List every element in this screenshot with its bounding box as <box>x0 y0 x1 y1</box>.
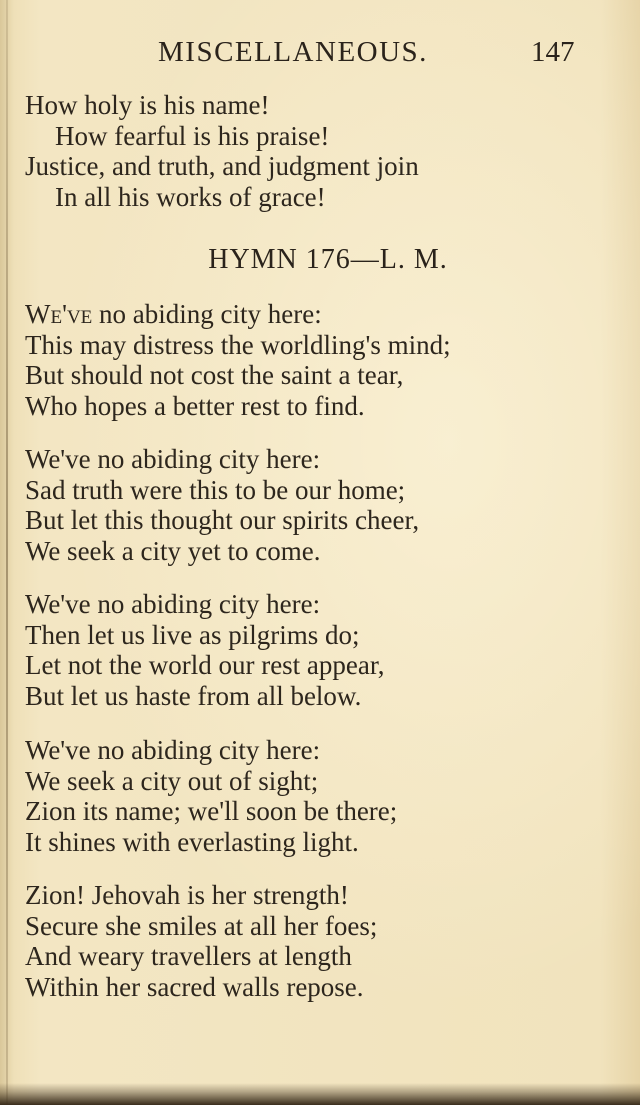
verse-line: Secure she smiles at all her foes; <box>25 910 378 941</box>
page-number: 147 <box>531 36 575 68</box>
verse-line: Let not the world our rest appear, <box>25 650 385 681</box>
stanza-2 <box>25 444 625 566</box>
running-header <box>0 30 640 74</box>
verse-line: We've no abiding city here: <box>25 735 321 765</box>
verse-line: Zion! Jehovah is her strength! <box>25 880 349 910</box>
verse-line: We've no abiding city here: <box>25 444 321 474</box>
stanza-1 <box>25 299 625 421</box>
opening-word: We've <box>25 299 93 329</box>
stanza-3 <box>25 589 625 711</box>
page-bottom-edge <box>0 1083 640 1105</box>
verse-line: And weary travellers at length <box>25 941 352 972</box>
verse-line: It shines with everlasting light. <box>25 826 359 857</box>
verse-line: We seek a city out of sight; <box>25 765 319 796</box>
verse-line: In all his works of grace! <box>55 181 326 212</box>
verse-line: Who hopes a better rest to find. <box>25 390 365 421</box>
previous-hymn-closing-stanza <box>25 90 625 212</box>
verse-line: We seek a city yet to come. <box>25 535 321 566</box>
verse-line: Within her sacred walls repose. <box>25 971 364 1002</box>
hymn-heading: HYMN 176—L. M. <box>208 244 448 275</box>
verse-line-rest: no abiding city here: <box>99 299 322 329</box>
verse-line: But let us haste from all below. <box>25 680 362 711</box>
verse-line: How holy is his name! <box>25 90 270 120</box>
page-gutter-shadow <box>6 0 8 1105</box>
verse-line <box>25 299 625 330</box>
verse-line: Sad truth were this to be our home; <box>25 474 406 505</box>
verse-line: But let this thought our spirits cheer, <box>25 505 420 536</box>
verse-line: We've no abiding city here: <box>25 589 321 619</box>
verse-line: Then let us live as pilgrims do; <box>25 619 360 650</box>
stanza-5 <box>25 880 625 1002</box>
verse-line: Justice, and truth, and judgment join <box>25 151 419 182</box>
verse-line: Zion its name; we'll soon be there; <box>25 796 398 827</box>
stanza-4 <box>25 735 625 857</box>
verse-line: This may distress the worldling's mind; <box>25 329 451 360</box>
verse-line: How fearful is his praise! <box>55 120 330 151</box>
verse-line: But should not cost the saint a tear, <box>25 360 404 391</box>
section-title: MISCELLANEOUS. <box>158 36 428 68</box>
